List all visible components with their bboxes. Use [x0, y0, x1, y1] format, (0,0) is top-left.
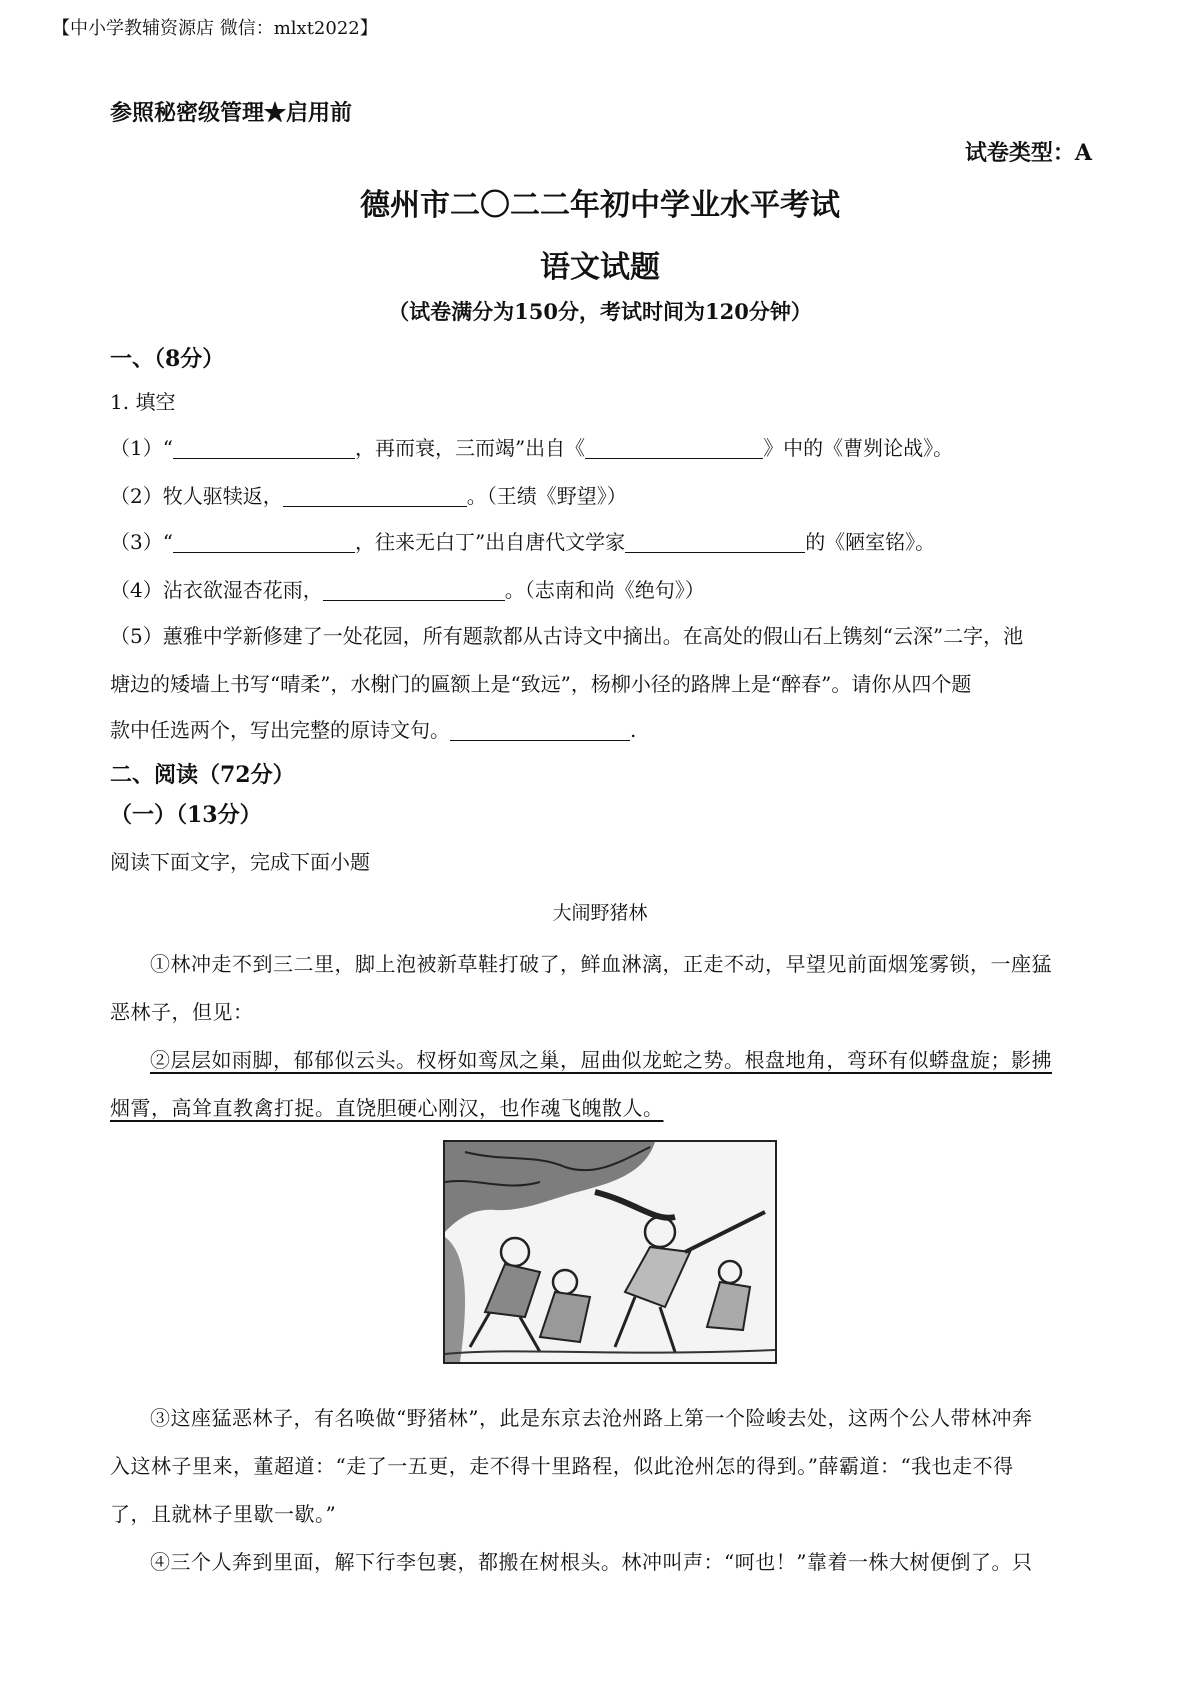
- section2-heading: 二、阅读（72分）: [110, 762, 295, 788]
- exam-title: 德州市二〇二二年初中学业水平考试: [360, 188, 840, 223]
- reading-instruction: 阅读下面文字，完成下面小题: [110, 850, 370, 874]
- answer-blank[interactable]: [323, 580, 505, 601]
- section2-sub-heading: （一）（13分）: [110, 802, 262, 828]
- fill-item-4-text-a: （4）沾衣欲湿杏花雨，: [110, 578, 323, 602]
- fill-item-5-text-b: .: [630, 718, 637, 742]
- passage-title: 大闹野猪林: [552, 902, 648, 924]
- fill-item-1: [110, 432, 953, 461]
- answer-blank[interactable]: [283, 486, 467, 507]
- fill-item-5-line-3: [110, 714, 636, 743]
- fill-item-3-text-b: ，往来无白丁”出自唐代文学家: [354, 530, 626, 554]
- section1-heading: 一、（8分）: [110, 346, 225, 372]
- paper-type-label: 试卷类型：A: [964, 140, 1092, 166]
- watermark-text: 【中小学教辅资源店 微信：mlxt2022】: [52, 18, 378, 39]
- answer-blank[interactable]: [625, 532, 805, 553]
- fill-item-2: [110, 480, 627, 509]
- fill-item-1-text-a: （1）“: [110, 436, 173, 460]
- answer-blank[interactable]: [450, 720, 630, 741]
- fill-item-5-line-1: （5）蕙雅中学新修建了一处花园，所有题款都从古诗文中摘出。在高处的假山石上镌刻“云深”二字，池: [110, 624, 1024, 648]
- illustration-drawing: [445, 1142, 775, 1362]
- passage-paragraph-1-line-2: 恶林子，但见：: [110, 1000, 254, 1024]
- passage-paragraph-1-line-1: ①林冲走不到三二里，脚上泡被新草鞋打破了，鲜血淋漓，正走不动，早望见前面烟笼雾锁，一座猛: [150, 952, 1052, 976]
- passage-paragraph-2-line-1: ②层层如雨脚，郁郁似云头。杈枒如鸾凤之巢，屈曲似龙蛇之势。根盘地角，弯环有似蟒盘旋；影拂: [150, 1048, 1052, 1072]
- fill-item-3-text-a: （3）“: [110, 530, 173, 554]
- passage-paragraph-3-line-1: ③这座猛恶林子，有名唤做“野猪林”，此是东京去沧州路上第一个险峻去处，这两个公人带林冲奔: [150, 1406, 1033, 1430]
- answer-blank[interactable]: [173, 532, 355, 553]
- fill-item-3: [110, 526, 935, 555]
- answer-blank[interactable]: [585, 438, 763, 459]
- subject-title: 语文试题: [540, 250, 660, 285]
- illustration-image: [443, 1140, 777, 1364]
- confidential-notice: 参照秘密级管理★启用前: [110, 100, 353, 126]
- fill-item-4-text-b: 。（志南和尚《绝句》）: [504, 578, 705, 602]
- answer-blank[interactable]: [173, 438, 355, 459]
- fill-item-5-text-a: 款中任选两个，写出完整的原诗文句。: [110, 718, 450, 742]
- passage-paragraph-4-line-1: ④三个人奔到里面，解下行李包裹，都搬在树根头。林冲叫声：“呵也！”靠着一株大树便倒了。只: [150, 1550, 1033, 1574]
- passage-paragraph-2-line-2: 烟霄，高耸直教禽打捉。直饶胆硬心刚汉，也作魂飞魄散人。: [110, 1096, 664, 1120]
- fill-item-2-text-b: 。（王绩《野望》）: [466, 484, 627, 508]
- fill-item-3-text-c: 的《陋室铭》。: [805, 530, 936, 554]
- exam-info: （试卷满分为150分，考试时间为120分钟）: [388, 299, 812, 324]
- passage-paragraph-3-line-3: 了，且就林子里歇一歇。”: [110, 1502, 337, 1526]
- passage-paragraph-3-line-2: 入这林子里来，董超道：“走了一五更，走不得十里路程，似此沧州怎的得到。”薛霸道：“我也走不得: [110, 1454, 1014, 1478]
- fill-item-1-text-b: ，再而衰，三而竭”出自《: [354, 436, 586, 460]
- fill-item-4: [110, 574, 705, 603]
- fill-item-1-text-c: 》中的《曹刿论战》。: [763, 436, 954, 460]
- fill-item-5-line-2: 塘边的矮墙上书写“晴柔”，水榭门的匾额上是“致远”，杨柳小径的路牌上是“醉春”。请你从四个题: [110, 672, 972, 696]
- q1-label: 1. 填空: [110, 390, 176, 414]
- fill-item-2-text-a: （2）牧人驱犊返，: [110, 484, 283, 508]
